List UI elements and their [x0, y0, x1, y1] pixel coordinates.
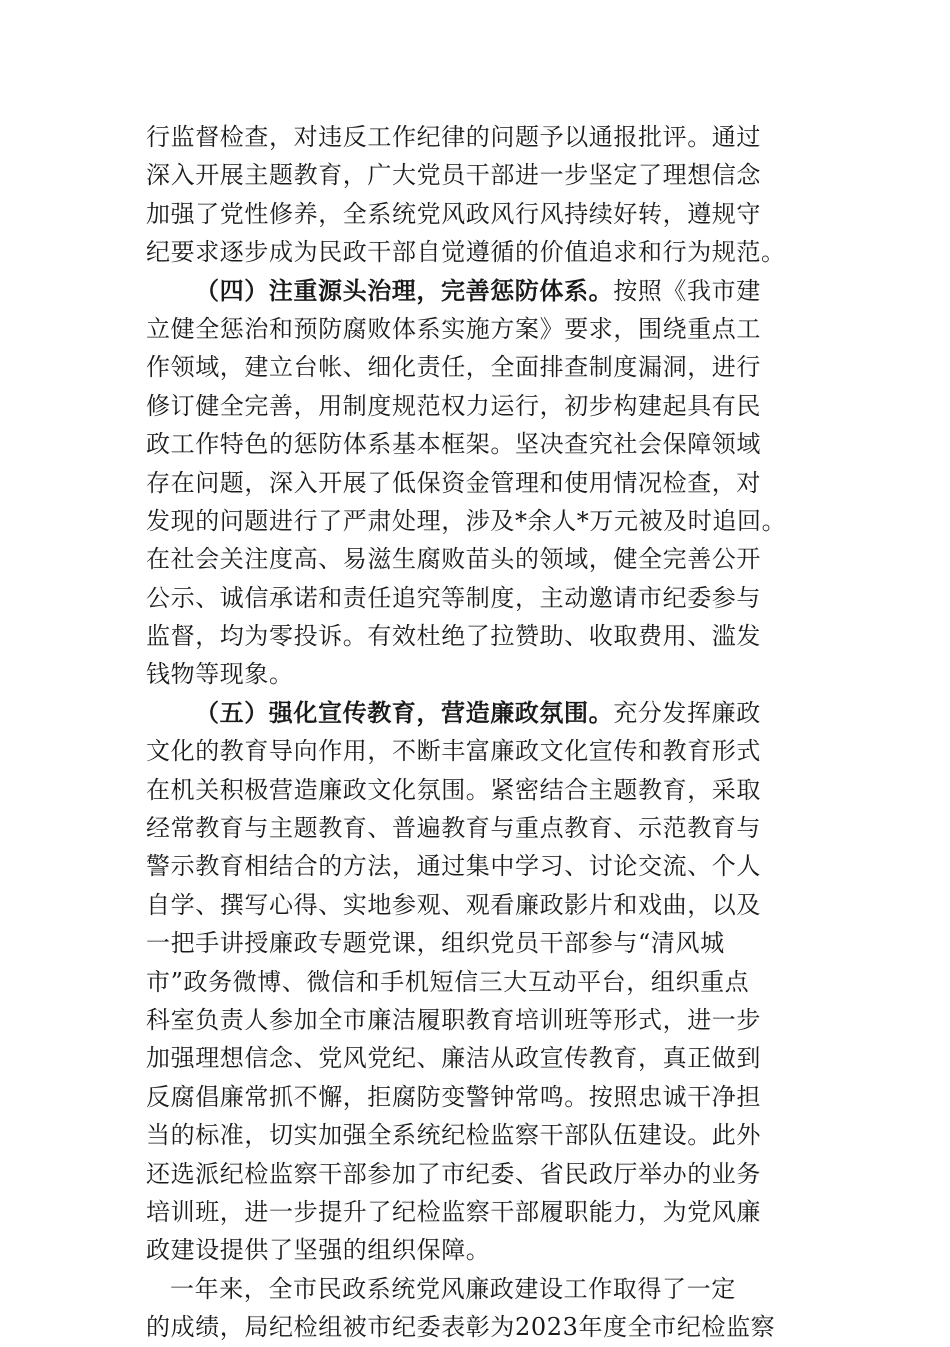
- text-line: 存在问题，深入开展了低保资金管理和使用情况检查，对: [146, 468, 761, 497]
- text-line: 公示、诚信承诺和责任追究等制度，主动邀请市纪委参与: [146, 583, 761, 612]
- text-span: 按照《我市建: [613, 276, 761, 305]
- text-line: 培训班，进一步提升了纪检监察干部履职能力，为党风廉: [146, 1197, 761, 1226]
- paragraph-heading-line: [146, 272, 818, 310]
- text-line: 经常教育与主题教育、普遍教育与重点教育、示范教育与: [146, 814, 761, 843]
- text-line: 在社会关注度高、易滋生腐败苗头的领域，健全完善公开: [146, 545, 761, 574]
- text-line: 钱物等现象。: [146, 660, 294, 689]
- text-line: 一把手讲授廉政专题党课，组织党员干部参与“清风城: [146, 929, 725, 958]
- text-line: 文化的教育导向作用，不断丰富廉政文化宣传和教育形式: [146, 737, 761, 766]
- text-line: 政建设提供了坚强的组织保障。: [146, 1236, 491, 1265]
- text-line: 深入开展主题教育，广大党员干部进一步坚定了理想信念: [146, 161, 761, 190]
- text-line: 发现的问题进行了严肃处理，涉及*余人*万元被及时追回。: [146, 506, 787, 535]
- text-line: 加强了党性修养，全系统党风政风行风持续好转，遵规守: [146, 199, 761, 228]
- text-line: 在机关积极营造廉政文化氛围。紧密结合主题教育，采取: [146, 775, 761, 804]
- text-line: 修订健全完善，用制度规范权力运行，初步构建起具有民: [146, 391, 761, 420]
- text-line: 科室负责人参加全市廉洁履职教育培训班等形式，进一步: [146, 1005, 761, 1034]
- text-line: 监督，均为零投诉。有效杜绝了拉赞助、收取费用、滥发: [146, 622, 761, 651]
- text-line: 一年来，全市民政系统党风廉政建设工作取得了一定: [170, 1274, 736, 1303]
- text-line: 自学、撰写心得、实地参观、观看廉政影片和戏曲，以及: [146, 890, 761, 919]
- text-line: 的成绩，局纪检组被市纪委表彰为2023年度全市纪检监察: [146, 1313, 776, 1342]
- text-line: 当的标准，切实加强全系统纪检监察干部队伍建设。此外: [146, 1121, 761, 1150]
- text-line: 立健全惩治和预防腐败体系实施方案》要求，围绕重点工: [146, 314, 761, 343]
- text-line: 行监督检查，对违反工作纪律的问题予以通报批评。通过: [146, 123, 761, 151]
- document-body: [146, 118, 818, 1347]
- text-span: 充分发挥廉政: [613, 698, 761, 727]
- text-line: 政工作特色的惩防体系基本框架。坚决查究社会保障领域: [146, 430, 761, 459]
- text-line: 反腐倡廉常抓不懈，拒腐防变警钟常鸣。按照忠诚干净担: [146, 1082, 761, 1111]
- section-heading-4: （四）注重源头治理，完善惩防体系。: [195, 275, 614, 305]
- paragraph-heading-line: [146, 694, 818, 732]
- text-line: 警示教育相结合的方法，通过集中学习、讨论交流、个人: [146, 852, 761, 881]
- section-heading-5: （五）强化宣传教育，营造廉政氛围。: [195, 697, 614, 727]
- text-line: 纪要求逐步成为民政干部自觉遵循的价值追求和行为规范。: [146, 238, 786, 267]
- text-line: 还选派纪检监察干部参加了市纪委、省民政厅举办的业务: [146, 1159, 761, 1188]
- text-line: 加强理想信念、党风党纪、廉洁从政宣传教育，真正做到: [146, 1044, 761, 1073]
- text-line: 作领域，建立台帐、细化责任，全面排查制度漏洞，进行: [146, 353, 761, 382]
- text-line: 市”政务微博、微信和手机短信三大互动平台，组织重点: [146, 967, 750, 996]
